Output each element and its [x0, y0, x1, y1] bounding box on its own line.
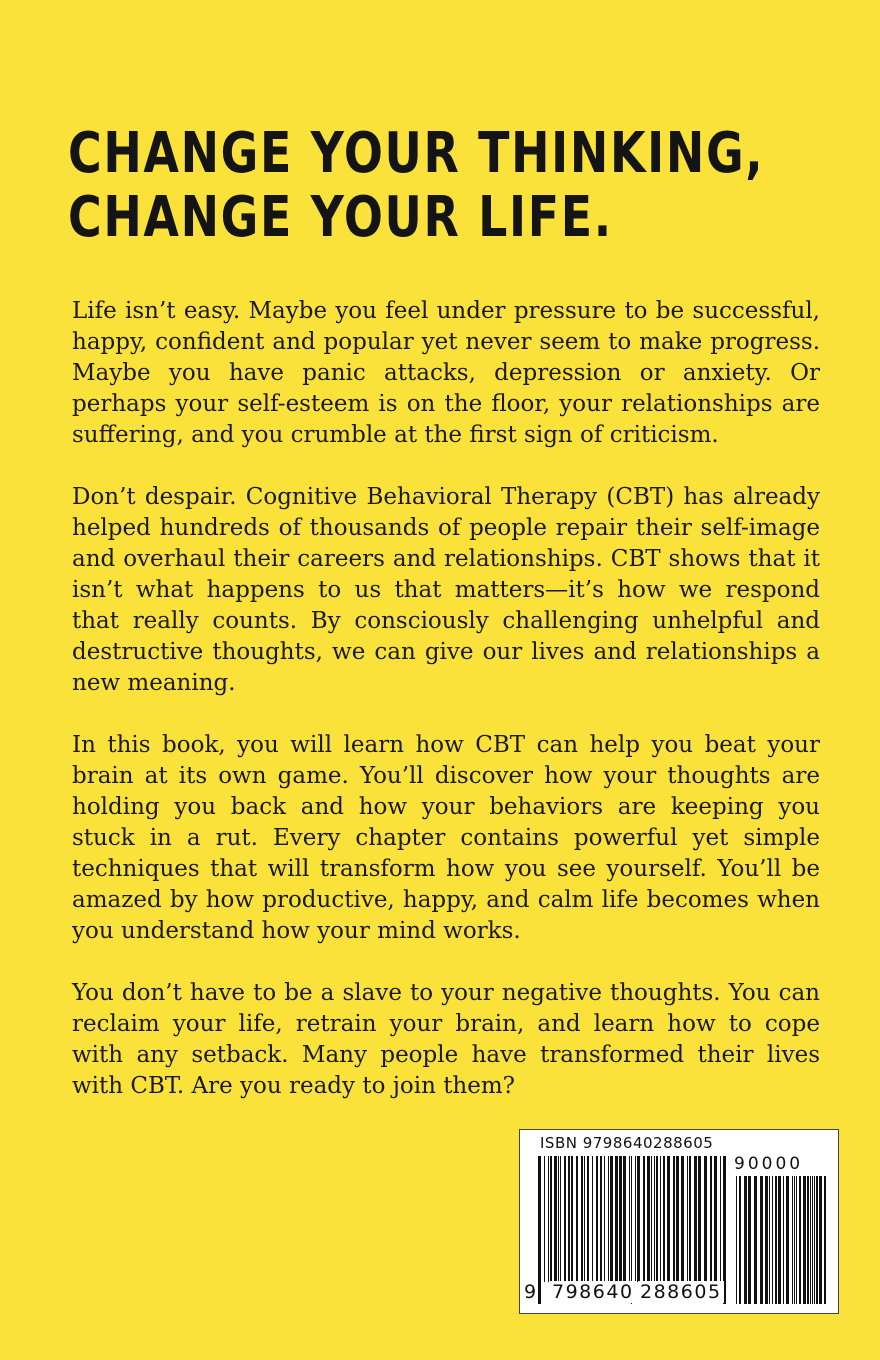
addon-barcode-bars — [736, 1176, 826, 1304]
blurb-paragraph-3: In this book, you will learn how CBT can help you beat your brain at its own game. You’ll discover how your thoughts are holding you back and how your behaviors are keeping you stuck in a rut. Every chapter contains powerful yet simple techniques that will transform how you see yourself. You’ll be amazed by how productive, happy, and calm life becomes when you understand how your mind works. — [72, 732, 820, 944]
headline — [68, 122, 828, 250]
headline-line-1: CHANGE YOUR THINKING, — [68, 121, 765, 186]
isbn-barcode — [519, 1129, 839, 1314]
isbn-digit-group-2: 288605 — [640, 1281, 722, 1303]
isbn-digit-first: 9 — [524, 1281, 538, 1303]
blurb-body — [72, 296, 820, 1133]
headline-line-2: CHANGE YOUR LIFE. — [68, 185, 613, 250]
isbn-addon-code: 90000 — [734, 1154, 804, 1174]
blurb-paragraph-2: Don’t despair. Cognitive Behavioral Therapy (CBT) has already helped hundreds of thousands of people repair their self-image and overhaul their careers and relationships. CBT shows that it isn’t what happens to us that matters—it’s how we respond that really counts. By consciously challenging unhelpful and destructive thoughts, we can give our lives and relationships a new meaning. — [72, 484, 820, 696]
isbn-digit-group-1: 798640 — [552, 1281, 634, 1303]
isbn-label: ISBN 9798640288605 — [540, 1134, 714, 1152]
blurb-paragraph-1: Life isn’t easy. Maybe you feel under pressure to be successful, happy, confident and popular yet never seem to make progress. Maybe you have panic attacks, depression or anxiety. Or perhaps your self-esteem is on the floor, your relationships are suffering, and you crumble at the first sign of criticism. — [72, 298, 820, 448]
blurb-paragraph-4: You don’t have to be a slave to your negative thoughts. You can reclaim your life, retrain your brain, and learn how to cope with any setback. Many people have transformed their lives with CBT. Are you ready to join them? — [72, 980, 820, 1099]
